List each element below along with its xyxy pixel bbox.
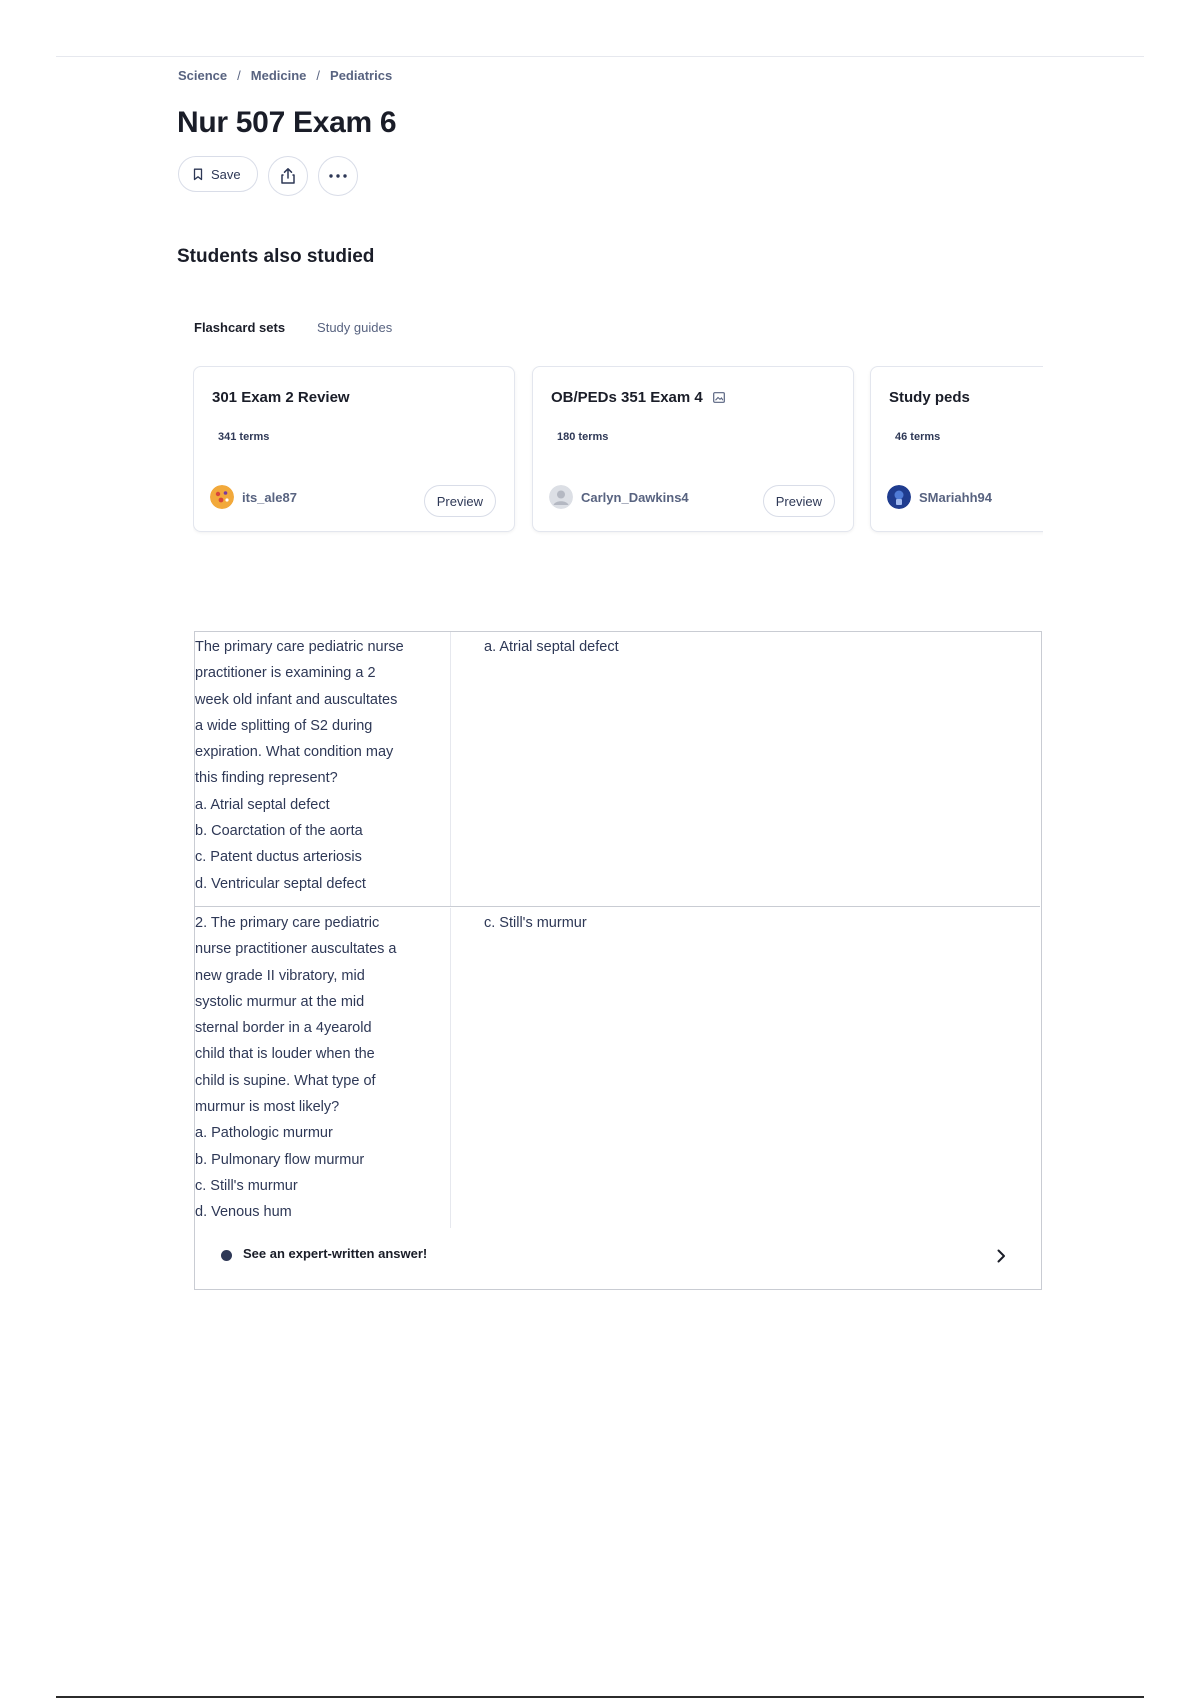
user-avatar-icon [210, 485, 234, 509]
question-line: week old infant and auscultates [195, 691, 398, 708]
preview-button[interactable]: Preview [763, 485, 835, 517]
expert-badge-icon [221, 1250, 232, 1261]
term-answer: c. Still's murmur [484, 915, 587, 931]
share-button[interactable] [268, 156, 308, 196]
breadcrumb-pediatrics[interactable]: Pediatrics [330, 68, 393, 83]
user-avatar-icon [887, 485, 911, 509]
set-card-username: SMariahh94 [919, 489, 992, 505]
breadcrumb-separator: / [316, 68, 321, 83]
set-card-username: its_ale87 [242, 489, 297, 505]
set-card-title [889, 389, 970, 406]
question-line: child is supine. What type of [195, 1072, 376, 1089]
bottom-divider [56, 1696, 1144, 1698]
set-card-title-text: OB/PEDs 351 Exam 4 [551, 389, 703, 406]
question-text [195, 632, 450, 897]
image-badge-icon [713, 392, 725, 403]
question-line: this finding represent? [195, 770, 338, 787]
question-option: a. Pathologic murmur [195, 1125, 333, 1142]
question-line: child that is louder when the [195, 1046, 375, 1063]
question-option: b. Pulmonary flow murmur [195, 1151, 365, 1168]
question-line: murmur is most likely? [195, 1099, 340, 1116]
top-divider [56, 56, 1144, 57]
set-card[interactable] [193, 366, 515, 532]
user-avatar-icon [549, 485, 573, 509]
breadcrumb-medicine[interactable]: Medicine [250, 68, 307, 83]
chevron-right-icon [993, 1248, 1009, 1264]
term-row [195, 908, 1040, 1228]
set-card-author[interactable] [210, 485, 297, 509]
expert-answer-label: See an expert-written answer! [243, 1246, 428, 1261]
breadcrumb-separator: / [237, 68, 241, 83]
set-card-title [551, 389, 725, 406]
question-line: practitioner is examining a 2 [195, 665, 376, 682]
students-also-studied-heading: Students also studied [177, 246, 375, 267]
expert-answer-link[interactable] [195, 1228, 1040, 1290]
save-label: Save [211, 166, 241, 182]
set-card-username: Carlyn_Dawkins4 [581, 489, 689, 505]
more-horizontal-icon [328, 173, 348, 179]
bookmark-icon [193, 168, 203, 181]
set-actions [178, 156, 358, 196]
set-card-title [212, 389, 350, 406]
question-option: c. Patent ductus arteriosis [195, 849, 362, 866]
term-question [195, 908, 451, 1228]
page-title: Nur 507 Exam 6 [177, 106, 397, 139]
set-card-terms: 46 terms [895, 431, 941, 443]
set-card-terms: 341 terms [218, 431, 270, 443]
term-answer: a. Atrial septal defect [484, 639, 619, 655]
terms-table [194, 631, 1042, 1290]
related-sets-carousel [193, 366, 1043, 536]
set-card-title-text: 301 Exam 2 Review [212, 389, 350, 406]
set-card-author[interactable] [549, 485, 689, 509]
question-option: d. Ventricular septal defect [195, 875, 366, 892]
question-line: systolic murmur at the mid [195, 993, 365, 1010]
related-tabs [194, 320, 392, 335]
question-line: The primary care pediatric nurse [195, 639, 404, 655]
question-line: sternal border in a 4yearold [195, 1020, 372, 1037]
term-row [195, 632, 1040, 907]
question-line: expiration. What condition may [195, 744, 394, 761]
question-option: b. Coarctation of the aorta [195, 823, 363, 840]
tab-flashcard-sets[interactable]: Flashcard sets [194, 320, 286, 335]
question-line: new grade II vibratory, mid [195, 967, 365, 984]
preview-button[interactable]: Preview [424, 485, 496, 517]
question-option: d. Venous hum [195, 1204, 292, 1221]
set-card[interactable] [870, 366, 1043, 532]
tab-study-guides[interactable]: Study guides [317, 320, 393, 335]
question-text [195, 908, 450, 1226]
term-question [195, 632, 451, 906]
question-line: a wide splitting of S2 during [195, 717, 373, 734]
breadcrumb-science[interactable]: Science [178, 68, 228, 83]
question-line: nurse practitioner auscultates a [195, 941, 397, 958]
more-options-button[interactable] [318, 156, 358, 196]
question-line: 2. The primary care pediatric [195, 915, 380, 931]
set-card-title-text: Study peds [889, 389, 970, 406]
save-button[interactable] [178, 156, 258, 192]
breadcrumb [178, 68, 392, 83]
set-card[interactable] [532, 366, 854, 532]
set-card-terms: 180 terms [557, 431, 609, 443]
set-card-author[interactable] [887, 485, 992, 509]
question-option: a. Atrial septal defect [195, 796, 330, 813]
share-icon [279, 167, 297, 185]
question-option: c. Still's murmur [195, 1177, 298, 1194]
